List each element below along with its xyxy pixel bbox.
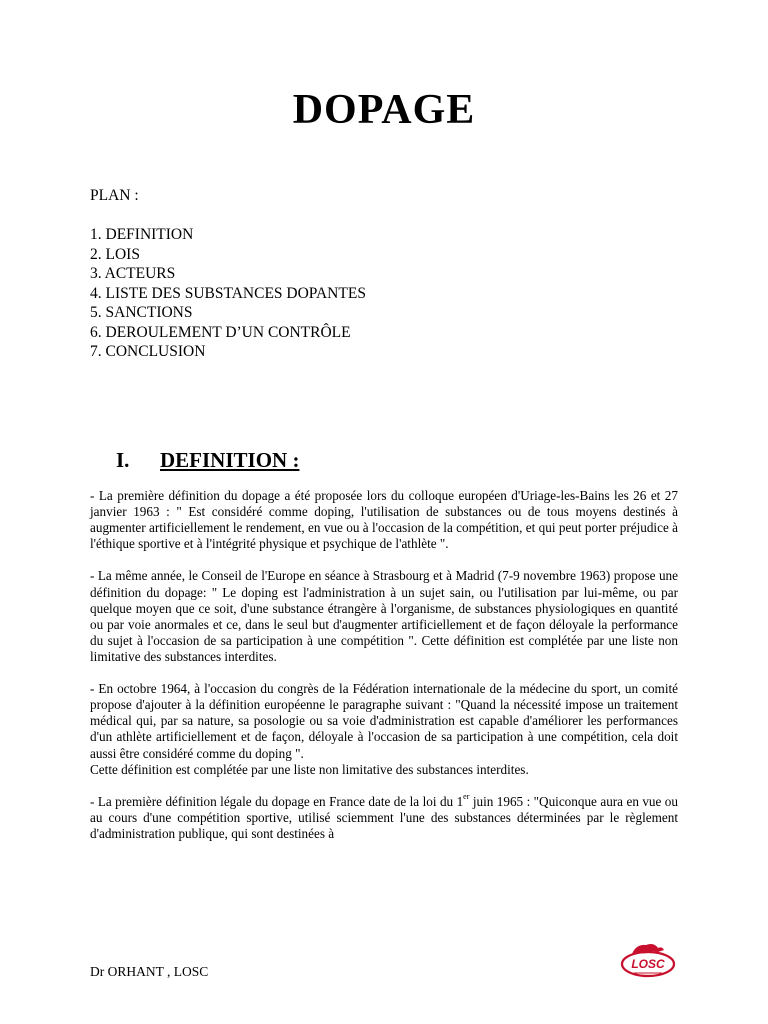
plan-item: 5. SANCTIONS (90, 304, 193, 321)
paragraph: - En octobre 1964, à l'occasion du congrès de la Fédération internationale de la médecine du sport, un comité propose d'ajouter à la définition européenne le paragraphe suivant : "Quand la nécessité impose un traitement médical qui, par sa nature, sa posologie ou sa voie d'administration est capable d'améliorer les performances d'un athlète artificiellement et de façon, déloyale à l'occasion de sa participation à une compétition, cela doit aussi être considéré comme du doping ". (90, 681, 678, 761)
plan-block (90, 186, 366, 362)
plan-item: 1. DEFINITION (90, 226, 194, 243)
losc-logo (618, 936, 678, 980)
plan-item: 6. DEROULEMENT D’UN CONTRÔLE (90, 323, 351, 341)
document-title: DOPAGE (292, 87, 476, 133)
plan-item: 7. CONCLUSION (90, 343, 206, 360)
paragraph (90, 794, 678, 842)
plan-label: PLAN : (90, 187, 139, 204)
plan-item: 3. ACTEURS (90, 265, 176, 282)
plan-item: 2. LOIS (90, 245, 140, 263)
paragraph: Cette définition est complétée par une liste non limitative des substances interdites. (90, 761, 529, 777)
paragraph: - La première définition du dopage a été proposée lors du colloque européen d'Uriage-les-Bains les 26 et 27 janvier 1963 : " Est considéré comme doping, l'utilisation de substances ou de tous moyens destinés à augmenter artificiellement le rendement, en vue ou à l'occasion de la compétition, et qui peut porter préjudice à l'éthique sportive et à l'intégrité physique et psychique de l'athlète ". (90, 488, 678, 552)
superscript: er (463, 792, 470, 802)
paragraph-text: - La première définition légale du dopage en France date de la loi du 1 (90, 793, 464, 809)
section-number: I. (116, 448, 130, 472)
body-text (90, 488, 678, 858)
paragraph-text: juin 1965 : "Quiconque aura en vue ou au cours d'une compétition sportive, utilisé sciemment l'une des substances déterminées par le règlement d'administration publique, qui sont destinées à (90, 793, 678, 841)
section-title: DEFINITION : (160, 448, 300, 472)
paragraph: - La même année, le Conseil de l'Europe en séance à Strasbourg et à Madrid (7-9 novembre 1963) propose une définition du dopage: " Le doping est l'administration à un sujet sain, ou l'utilisation par lui-même, ou par quelque moyen que ce soit, d'une substance étrangère à l'organisme, de substances physiologiques en quantité ou par voie anormales et ce, dans le seul but d'augmenter artificiellement et de façon déloyale la performance du sujet à l'occasion de sa participation à une compétition ". Cette définition est complétée par une liste non limitative des substances interdites. (90, 568, 678, 664)
logo-text: LOSC (631, 957, 665, 971)
plan-item: 4. LISTE DES SUBSTANCES DOPANTES (90, 284, 366, 302)
footer-author: Dr ORHANT , LOSC (90, 964, 209, 979)
section-heading (116, 448, 299, 473)
